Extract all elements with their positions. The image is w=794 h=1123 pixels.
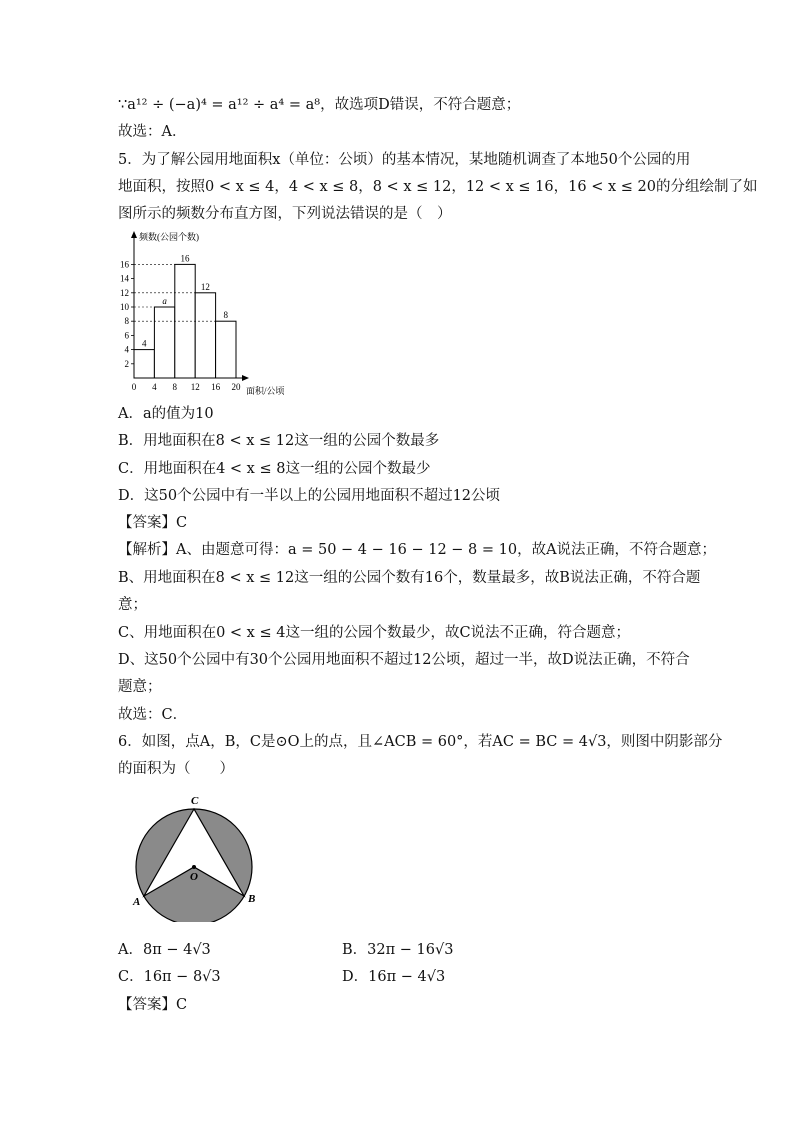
y-tick-label: 10 (120, 302, 129, 312)
q5-stem-1: 5．为了解公园用地面积x（单位：公顷）的基本情况，某地随机调查了本地50个公园的用 (118, 152, 691, 168)
y-axis-label: 频数(公园个数) (139, 232, 199, 242)
x-tick-label: 12 (190, 382, 200, 392)
q6-answer: 【答案】C (118, 997, 188, 1013)
label-a: A (133, 896, 141, 908)
y-tick-label: 6 (124, 330, 129, 341)
bar-label: 16 (180, 253, 190, 264)
x-tick-label: 4 (152, 382, 157, 392)
histogram-bar (195, 293, 215, 378)
circle-figure (128, 792, 268, 922)
label-c: C (191, 795, 199, 807)
q5-analysis-6: 题意； (118, 679, 162, 695)
q6-option-c: C．16π − 8√3 (118, 969, 221, 985)
line-1: ∵a¹² ÷ (−a)⁴ = a¹² ÷ a⁴ = a⁸，故选项D错误，不符合题意； (118, 97, 521, 113)
q5-conclusion: 故选：C． (118, 707, 188, 723)
x-axis-arrow (242, 375, 249, 381)
y-axis-arrow (131, 231, 137, 238)
x-tick-label: 16 (211, 382, 221, 392)
y-tick-label: 4 (124, 344, 129, 355)
q6-option-d: D．16π − 4√3 (342, 969, 446, 985)
histogram-bar (175, 264, 195, 378)
q5-stem-3: 图所示的频数分布直方图，下列说法错误的是（ ） (118, 206, 452, 222)
q5-analysis-4: C、用地面积在0 < x ≤ 4这一组的公园个数最少，故C说法不正确，符合题意； (118, 625, 631, 641)
x-tick-label: 20 (231, 382, 241, 392)
y-tick-label: 8 (124, 316, 129, 327)
bar-label: 8 (223, 310, 229, 321)
q5-stem-2: 地面积，按照0 < x ≤ 4，4 < x ≤ 8，8 < x ≤ 12，12 < x ≤ 16，16 < x ≤ 20的分组绘制了如 (118, 179, 758, 195)
q5-option-a: A．a的值为10 (118, 406, 214, 422)
q5-option-c: C．用地面积在4 < x ≤ 8这一组的公园个数最少 (118, 461, 431, 477)
y-tick-label: 2 (124, 358, 129, 369)
q5-option-d: D．这50个公园中有一半以上的公园用地面积不超过12公顷 (118, 488, 501, 504)
y-tick-label: 12 (120, 287, 129, 298)
q5-option-b: B．用地面积在8 < x ≤ 12这一组的公园个数最多 (118, 433, 440, 449)
q5-analysis-2: B、用地面积在8 < x ≤ 12这一组的公园个数有16个，数量最多，故B说法正确，不符合题 (118, 570, 701, 586)
bar-label: 4 (141, 338, 147, 349)
histogram-bar (154, 307, 174, 378)
q5-analysis-5: D、这50个公园中有30个公园用地面积不超过12公顷，超过一半，故D说法正确，不符合 (118, 652, 690, 668)
q6-option-b: B．32π − 16√3 (342, 942, 454, 958)
q6-option-a: A．8π − 4√3 (118, 942, 211, 958)
histogram-bar (134, 350, 154, 378)
q6-stem-2: 的面积为（ ） (118, 761, 234, 777)
q5-analysis-1: 【解析】A、由题意可得：a = 50 − 4 − 16 − 12 − 8 = 10，故A说法正确，不符合题意； (118, 542, 717, 558)
y-tick-label: 16 (120, 259, 129, 270)
x-tick-label: 8 (172, 382, 178, 392)
q6-stem-1: 6．如图，点A，B，C是⊙O上的点，且∠ACB = 60°，若AC = BC = 4√3，则图中阴影部分 (118, 734, 723, 750)
x-tick-label: 0 (131, 382, 137, 392)
histogram-chart (112, 228, 312, 398)
q5-analysis-3: 意； (118, 597, 147, 613)
histogram-bar (216, 321, 236, 378)
label-o: O (190, 871, 198, 883)
x-axis-label: 面积/公顷 (246, 386, 285, 396)
label-b: B (248, 893, 256, 905)
q5-answer: 【答案】C (118, 515, 188, 531)
bar-label: a (162, 296, 167, 306)
y-tick-label: 14 (120, 273, 129, 284)
bar-label: 12 (200, 281, 210, 292)
line-2: 故选：A． (118, 124, 187, 140)
center-point (192, 865, 196, 869)
